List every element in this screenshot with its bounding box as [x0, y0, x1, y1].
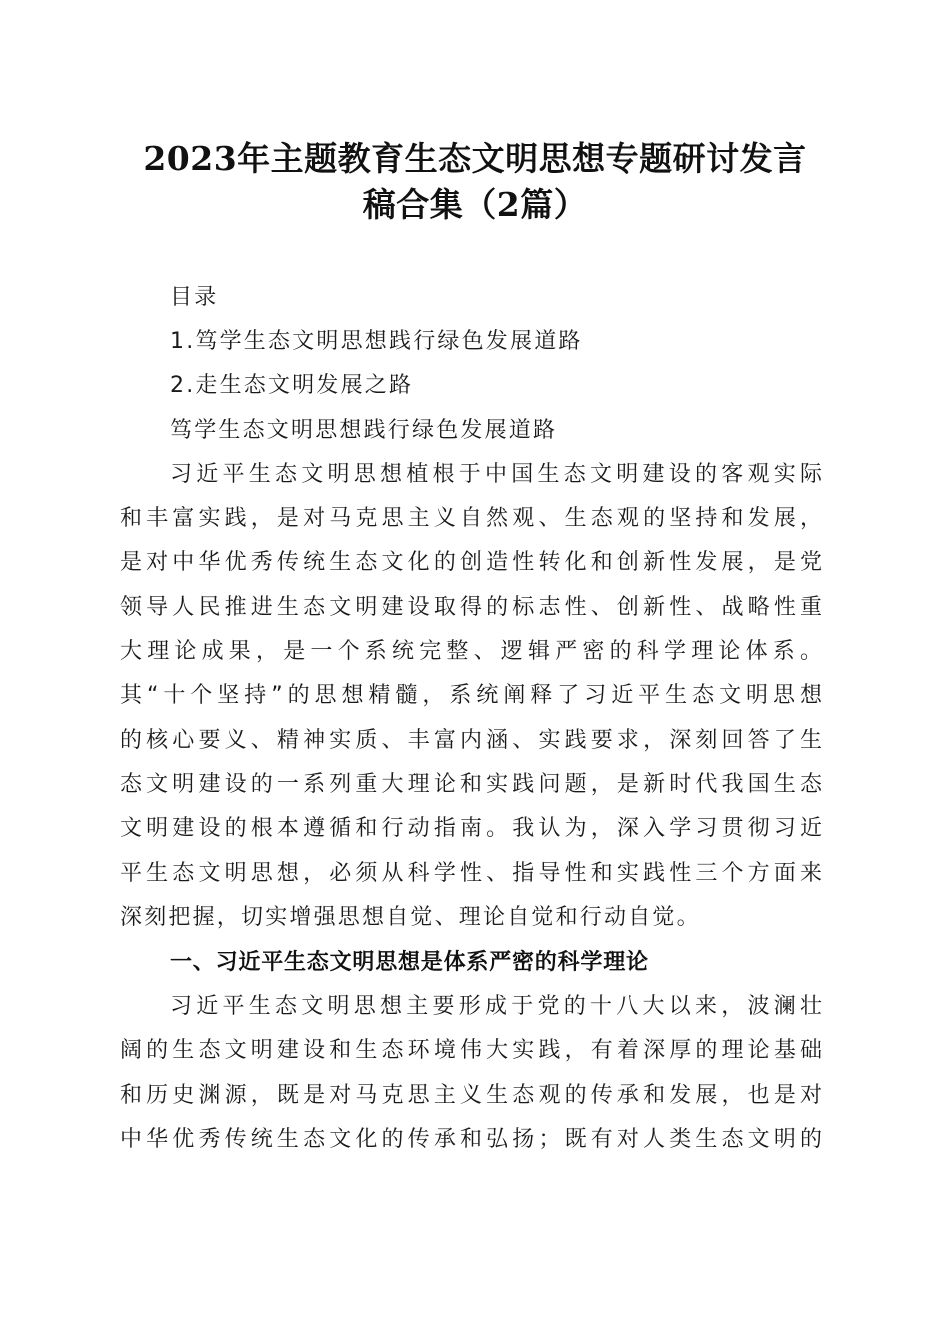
- paragraph-1-line-11: 深刻把握，切实增强思想自觉、理论自觉和行动自觉。: [120, 905, 701, 930]
- paragraph-2-line-3: 和历史渊源，既是对马克思主义生态观的传承和发展，也是对: [120, 1083, 822, 1108]
- toc-label: 目录: [170, 285, 219, 310]
- paragraph-2-line-2: 阔的生态文明建设和生态环境伟大实践，有着深厚的理论基础: [120, 1038, 822, 1063]
- paragraph-1-line-2: 和丰富实践，是对马克思主义自然观、生态观的坚持和发展，: [120, 506, 822, 531]
- paragraph-2-line-4: 中华优秀传统生态文化的传承和弘扬；既有对人类生态文明的: [120, 1127, 822, 1152]
- paragraph-1-line-1: 习近平生态文明思想植根于中国生态文明建设的客观实际: [170, 462, 822, 487]
- article-title: 笃学生态文明思想践行绿色发展道路: [170, 418, 558, 443]
- toc-item-1: 1.笃学生态文明思想践行绿色发展道路: [170, 329, 583, 354]
- paragraph-2-line-1: 习近平生态文明思想主要形成于党的十八大以来，波澜壮: [170, 994, 822, 1019]
- section-1-heading: 一、习近平生态文明思想是体系严密的科学理论: [170, 950, 649, 975]
- paragraph-1-line-10: 平生态文明思想，必须从科学性、指导性和实践性三个方面来: [120, 861, 822, 886]
- paragraph-1-line-6: 其“十个坚持”的思想精髓，系统阐释了习近平生态文明思想: [120, 683, 822, 708]
- document-title-line-1: 2023年主题教育生态文明思想专题研讨发言: [143, 139, 807, 178]
- paragraph-1-line-8: 态文明建设的一系列重大理论和实践问题，是新时代我国生态: [120, 772, 822, 797]
- toc-item-2: 2.走生态文明发展之路: [170, 373, 414, 398]
- document-title-line-2: 稿合集（2篇）: [362, 185, 588, 224]
- paragraph-1-line-3: 是对中华优秀传统生态文化的创造性转化和创新性发展，是党: [120, 550, 822, 575]
- paragraph-1-line-7: 的核心要义、精神实质、丰富内涵、实践要求，深刻回答了生: [120, 728, 822, 753]
- paragraph-1-line-4: 领导人民推进生态文明建设取得的标志性、创新性、战略性重: [120, 595, 822, 620]
- paragraph-1-line-9: 文明建设的根本遵循和行动指南。我认为，深入学习贯彻习近: [120, 816, 822, 841]
- paragraph-1-line-5: 大理论成果，是一个系统完整、逻辑严密的科学理论体系。: [120, 639, 822, 664]
